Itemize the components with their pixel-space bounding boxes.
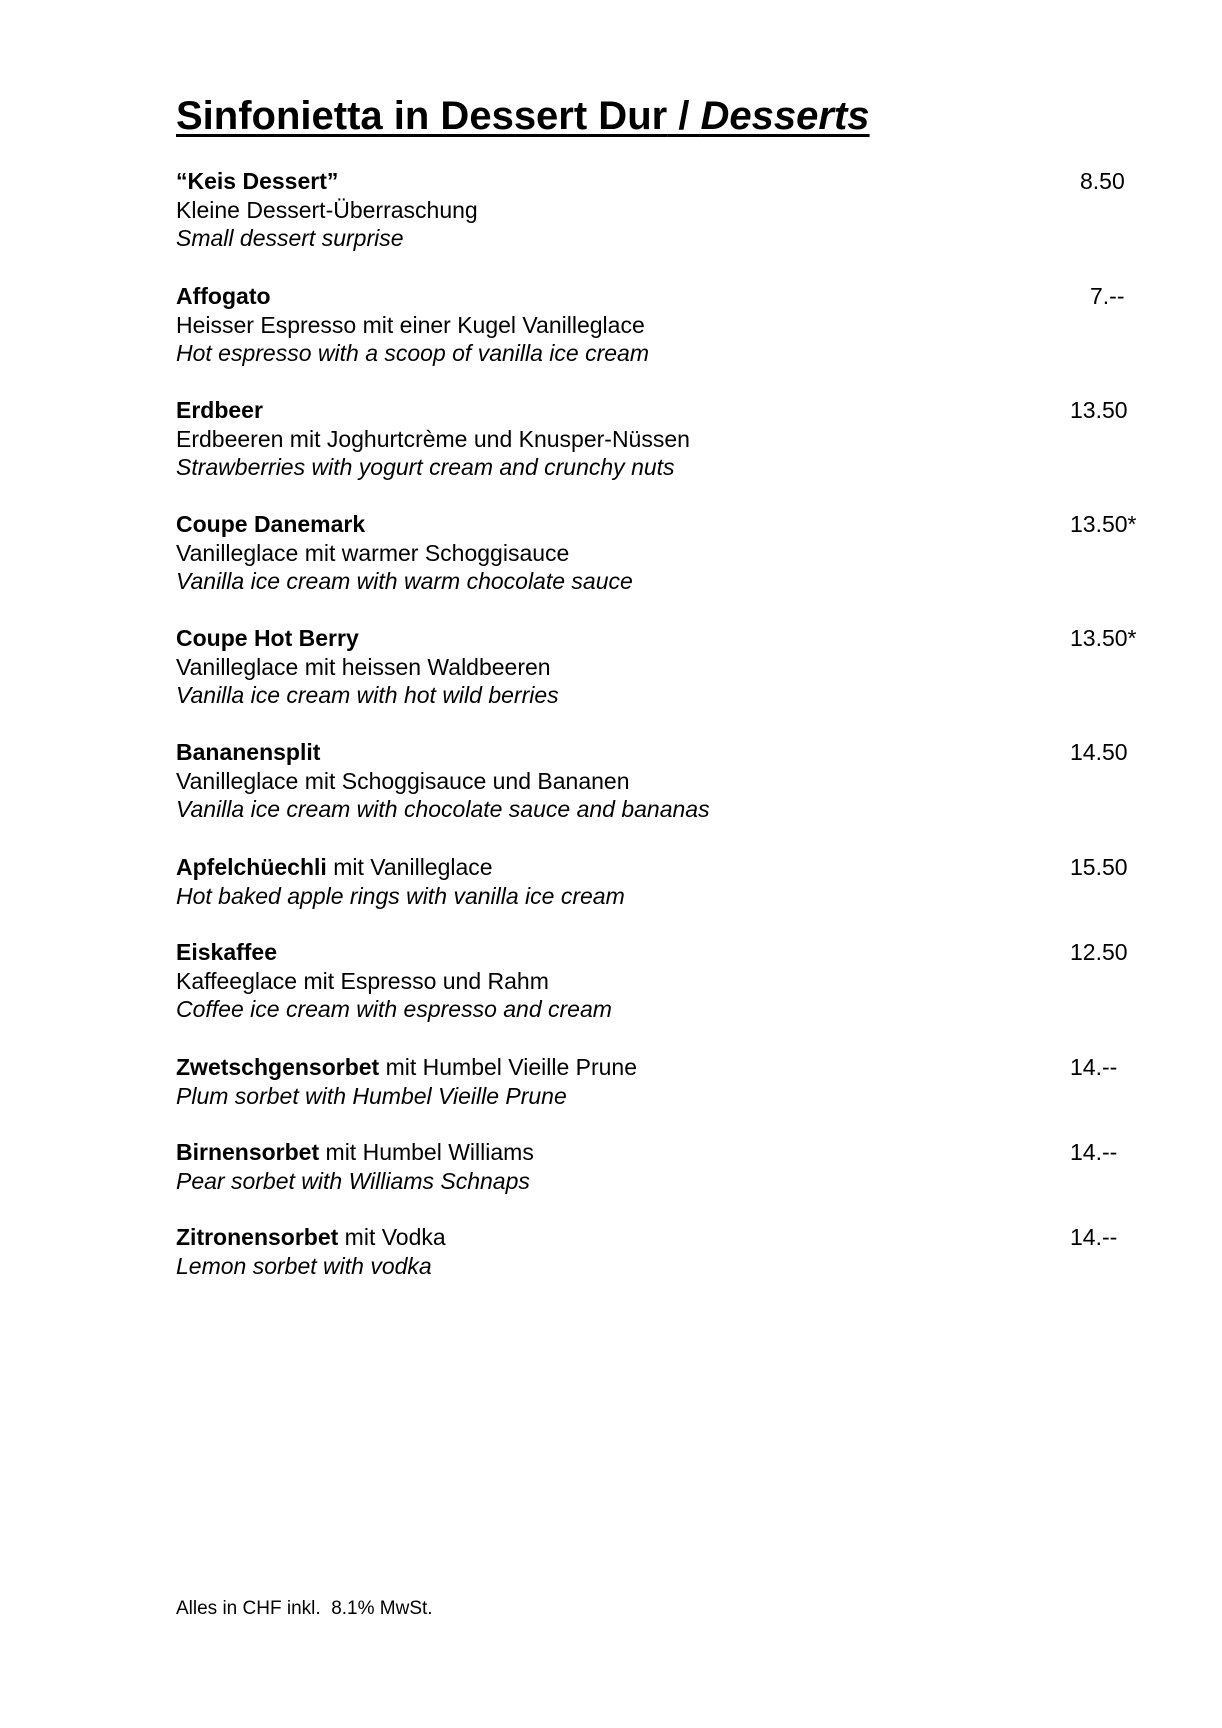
menu-item-description-en: Hot baked apple rings with vanilla ice cream [176, 882, 625, 909]
menu-item-header [176, 938, 1166, 967]
menu-item-name: Apfelchüechli [176, 854, 327, 880]
menu-item-description-en: Lemon sorbet with vodka [176, 1252, 432, 1279]
menu-item-description-en: Coffee ice cream with espresso and cream [176, 996, 612, 1022]
menu-item-description-en: Vanilla ice cream with chocolate sauce and bananas [176, 796, 710, 822]
menu-item [176, 1223, 1166, 1280]
menu-item-price: 8.50 [1080, 168, 1125, 194]
menu-item-name-suffix: mit Humbel Williams [319, 1139, 534, 1165]
menu-item-name-suffix: mit Vodka [338, 1224, 446, 1250]
menu-item-description-de: Vanilleglace mit Schoggisauce und Bananen [176, 767, 630, 794]
menu-item-description-de: Kleine Dessert-Überraschung [176, 196, 478, 223]
menu-item-name: Erdbeer [176, 397, 263, 423]
menu-title [176, 92, 870, 140]
menu-item-header [176, 738, 1166, 767]
menu-item [176, 1053, 1166, 1110]
menu-item-price: 14.-- [1070, 1054, 1118, 1080]
menu-item-price: 13.50* [1070, 625, 1137, 651]
menu-item-header [176, 396, 1166, 425]
menu-item-price: 15.50 [1070, 854, 1128, 880]
menu-title-main: Sinfonietta in Dessert Dur [176, 94, 668, 138]
menu-item [176, 510, 1166, 596]
menu-item-header [176, 853, 1166, 882]
menu-item [176, 938, 1166, 1024]
menu-item-name: “Keis Dessert” [176, 168, 339, 194]
menu-item-description-de: Vanilleglace mit heissen Waldbeeren [176, 653, 551, 680]
menu-item-description-en: Strawberries with yogurt cream and crunchy nuts [176, 454, 675, 480]
menu-item-price: 14.-- [1070, 1224, 1118, 1250]
menu-item [176, 167, 1166, 253]
menu-item-description-de: Kaffeeglace mit Espresso und Rahm [176, 967, 549, 994]
menu-item-name: Bananensplit [176, 739, 321, 765]
menu-item-header [176, 282, 1166, 311]
menu-item-name-suffix: mit Vanilleglace [326, 854, 493, 880]
menu-item-name: Birnensorbet [176, 1139, 320, 1165]
menu-item-name: Zwetschgensorbet [176, 1054, 380, 1080]
menu-item-header [176, 1053, 1166, 1082]
menu-item [176, 396, 1166, 482]
menu-title-separator: / [667, 94, 701, 138]
menu-item-description-en: Small dessert surprise [176, 225, 404, 251]
menu-item-description-de: Heisser Espresso mit einer Kugel Vanilleglace [176, 311, 645, 338]
menu-item [176, 1138, 1166, 1195]
menu-item-header [176, 1223, 1166, 1252]
vat-note: Alles in CHF inkl. 8.1% MwSt. [176, 1598, 433, 1619]
menu-item-price: 7.-- [1090, 283, 1125, 309]
menu-item-name: Affogato [176, 283, 271, 309]
menu-item-price: 14.-- [1070, 1139, 1118, 1165]
menu-item-description-en: Vanilla ice cream with hot wild berries [176, 682, 559, 708]
menu-item-description-de: Vanilleglace mit warmer Schoggisauce [176, 539, 570, 566]
menu-item-header [176, 167, 1166, 196]
menu-item [176, 282, 1166, 368]
menu-item-price: 13.50* [1070, 511, 1137, 537]
menu-item-description-en: Hot espresso with a scoop of vanilla ice cream [176, 340, 649, 366]
menu-item-name: Eiskaffee [176, 939, 278, 965]
menu-item-price: 12.50 [1070, 939, 1128, 965]
menu-item-description-en: Pear sorbet with Williams Schnaps [176, 1167, 530, 1194]
menu-item-header [176, 624, 1166, 653]
menu-title-english: Desserts [700, 94, 870, 138]
menu-item-description-de: Erdbeeren mit Joghurtcrème und Knusper-Nüssen [176, 425, 690, 452]
menu-item-header [176, 1138, 1166, 1167]
menu-item-name-suffix: mit Humbel Vieille Prune [379, 1054, 638, 1080]
menu-item-name: Zitronensorbet [176, 1224, 339, 1250]
menu-item-description-en: Vanilla ice cream with warm chocolate sauce [176, 568, 633, 594]
menu-item [176, 624, 1166, 710]
menu-item-header [176, 510, 1166, 539]
menu-item-price: 14.50 [1070, 739, 1128, 765]
menu-item [176, 738, 1166, 824]
menu-item-name: Coupe Danemark [176, 511, 366, 537]
menu-item-price: 13.50 [1070, 397, 1128, 423]
menu-item-description-en: Plum sorbet with Humbel Vieille Prune [176, 1082, 567, 1109]
menu-item-name: Coupe Hot Berry [176, 625, 359, 651]
menu-item [176, 853, 1166, 910]
